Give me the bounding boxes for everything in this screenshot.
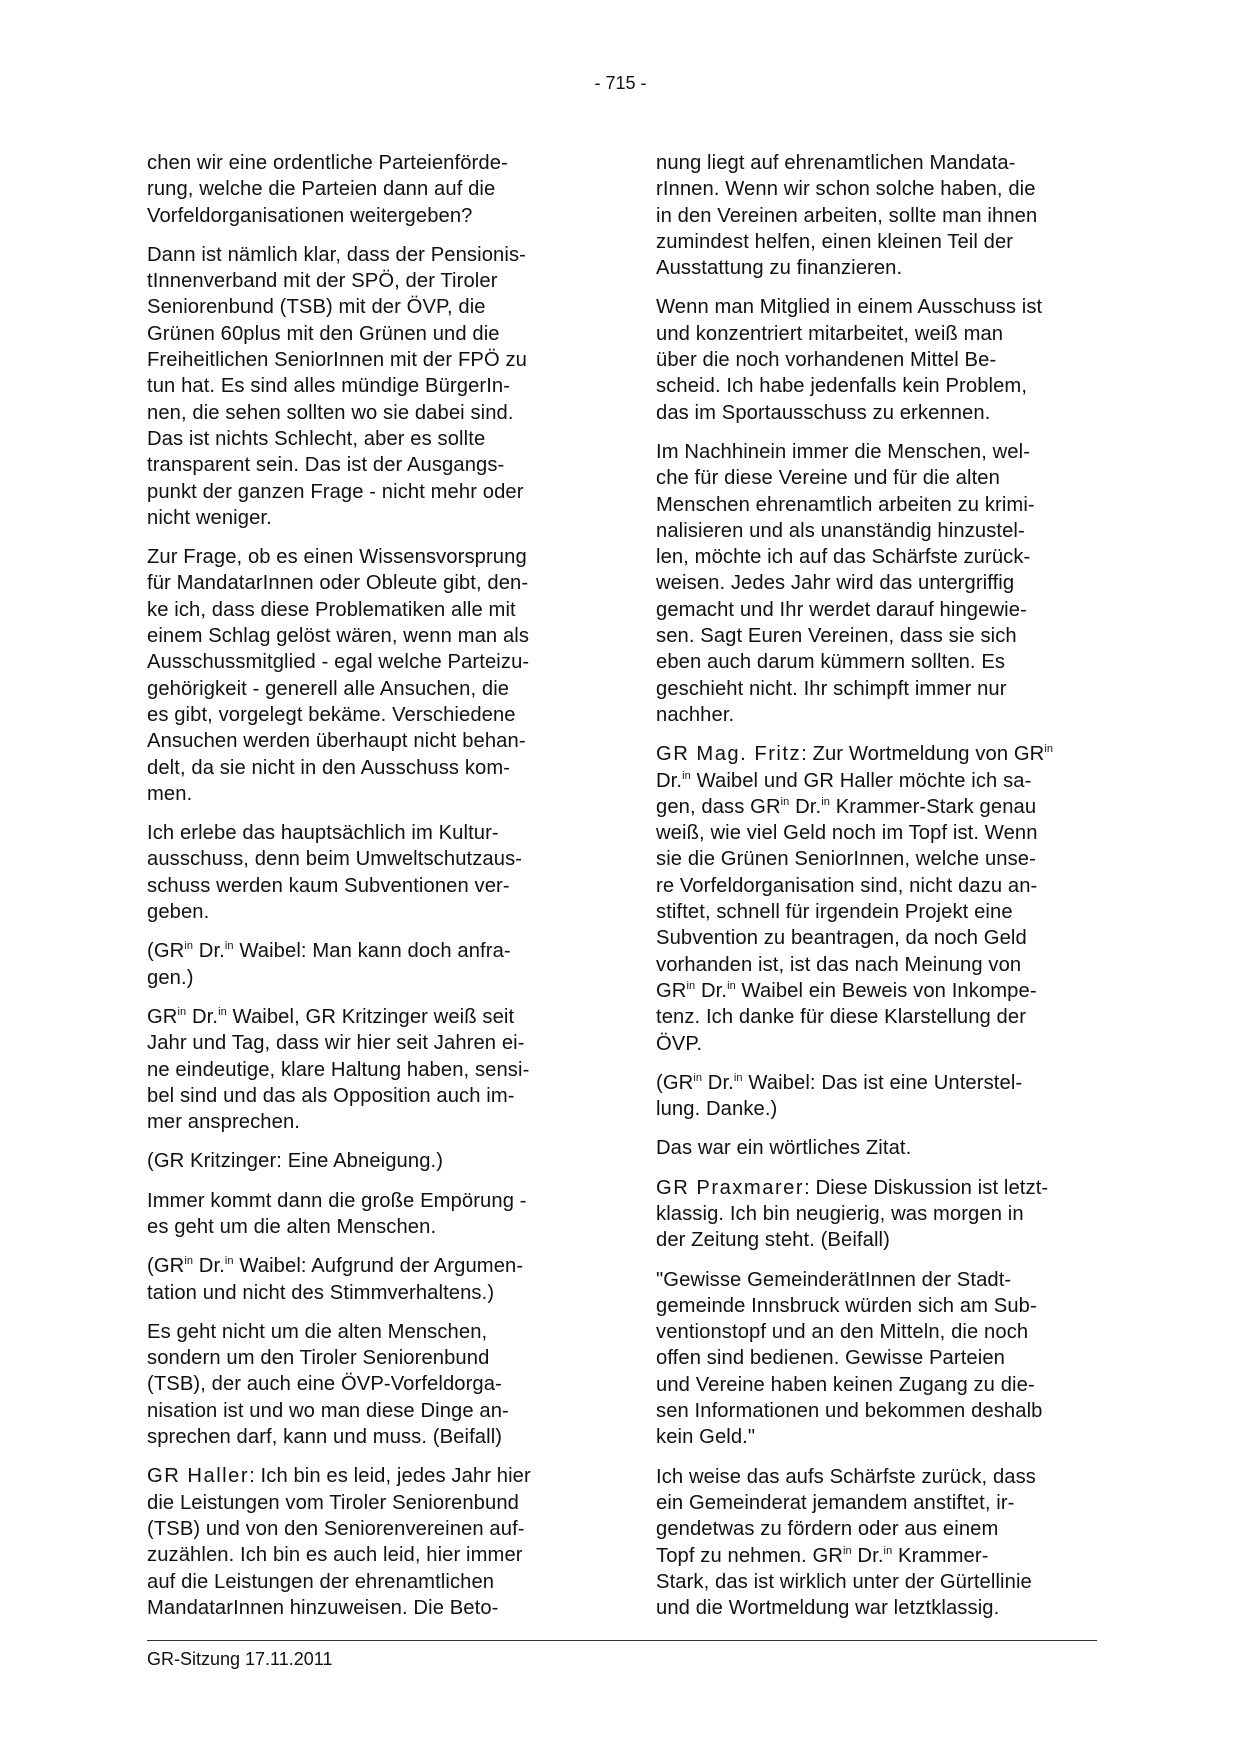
interjection: ($GR^{in}$ Dr.$^{in}$ Waibel: Man kann doch anfra- gen.): [147, 940, 511, 989]
speaker-name: GR Haller: [147, 1465, 250, 1488]
paragraph: Zur Frage, ob es einen Wissensvorsprung für MandatarInnen oder Obleute gibt, den- ke ich, dass diese Problematiken alle mit einem Schlag gelöst wären, wenn man als Ausschussmitglied - egal welche Parteizu- gehörigkeit - generell alle Ansuchen, die es gibt, vorgelegt bekäme. Verschiedene Ansuchen werden überhaupt nicht behan- delt, da sie nicht in den Ausschuss kom- men.: [147, 546, 530, 805]
page-number: - 715 -: [594, 73, 647, 93]
paragraph: Immer kommt dann die große Empörung - es geht um die alten Menschen.: [147, 1189, 527, 1238]
paragraph: Dann ist nämlich klar, dass der Pensionis- tInnenverband mit der SPÖ, der Tiroler Seniorenbund (TSB) mit der ÖVP, die Grünen 60plus mit den Grünen und die Freiheitlichen SeniorInnen mit der FPÖ zu tun hat. Es sind alles mündige BürgerIn- nen, die sehen sollten wo sie dabei sind. Das ist nichts Schlecht, aber es sollte transparent sein. Das ist der Ausgangs- punkt der ganzen Frage - nicht mehr oder nicht weniger.: [147, 243, 527, 529]
interjection: ($GR^{in}$ Dr.$^{in}$ Waibel: Aufgrund der Argumen- tation und nicht des Stimmverhaltens.): [147, 1255, 524, 1304]
paragraph: Ich erlebe das hauptsächlich im Kultur- ausschuss, denn beim Umweltschutzaus- schuss werden kaum Subventionen ver- geben.: [147, 822, 523, 924]
footer-session-date: GR-Sitzung 17.11.2011: [147, 1649, 333, 1669]
paragraph: Es geht nicht um die alten Menschen, sondern um den Tiroler Seniorenbund (TSB), der auch eine ÖVP-Vorfeldorga- nisation ist und wo man diese Dinge an- sprechen darf, kann und muss. (Beifall): [147, 1320, 509, 1449]
speaker-paragraph: GR Haller: Ich bin es leid, jedes Jahr hier die Leistungen vom Tiroler Seniorenbund (TSB) und von den Seniorenvereinen auf- zuzählen. Ich bin es auch leid, hier immer auf die Leistungen der ehrenamtlichen MandatarInnen hinzuweisen. Die Beto-: [147, 1465, 531, 1619]
paragraph: Im Nachhinein immer die Menschen, wel- che für diese Vereine und für die alten Menschen ehrenamtlich arbeiten zu krimi- nalisieren und als unanständig hinzustel- len, möchte ich auf das Schärfste zurück- weisen. Jedes Jahr wird das untergriffig gemacht und Ihr werdet darauf hingewie- sen. Sagt Euren Vereinen, dass sie sich eben auch darum kümmern sollten. Es geschieht nicht. Ihr schimpft immer nur nachher.: [656, 440, 1035, 726]
speaker-name: GR Praxmarer: [656, 1176, 805, 1199]
right-column: [656, 150, 1086, 1634]
speaker-paragraph: GR Praxmarer: Diese Diskussion ist letzt- klassig. Ich bin neugierig, was morgen in der Zeitung steht. (Beifall): [656, 1176, 1049, 1252]
paragraph: $GR^{in}$ Dr.$^{in}$ Waibel, GR Kritzinger weiß seit Jahr und Tag, dass wir hier seit Jahren ei- ne eindeutige, klare Haltung haben, sensi- bel sind und das als Opposition auch im- mer ansprechen.: [147, 1005, 530, 1134]
paragraph: Ich weise das aufs Schärfste zurück, dass ein Gemeinderat jemandem anstiftet, ir- gendetwas zu fördern oder aus einem Topf zu nehmen. $GR^{in}$ Dr.$^{in}$ Krammer- Stark, das ist wirklich unter der Gürtellinie und die Wortmeldung war letztklassig.: [656, 1465, 1036, 1620]
paragraph: chen wir eine ordentliche Parteienförde- rung, welche die Parteien dann auf die Vorfeldorganisationen weitergeben?: [147, 152, 508, 227]
interjection: (GR Kritzinger: Eine Abneigung.): [147, 1150, 444, 1173]
footer-divider: [147, 1640, 1097, 1641]
paragraph: nung liegt auf ehrenamtlichen Mandata- rInnen. Wenn wir schon solche haben, die in den Vereinen arbeiten, sollte man ihnen zumindest helfen, einen kleinen Teil der Ausstattung zu finanzieren.: [656, 152, 1038, 280]
interjection: ($GR^{in}$ Dr.$^{in}$ Waibel: Das ist eine Unterstel- lung. Danke.): [656, 1071, 1023, 1121]
left-column: [147, 150, 577, 1634]
speaker-name: GR Mag. Fritz: [656, 743, 802, 766]
paragraph: Wenn man Mitglied in einem Ausschuss ist und konzentriert mitarbeitet, weiß man über die noch vorhandenen Mittel Be- scheid. Ich habe jedenfalls kein Problem, das im Sportausschuss zu erkennen.: [656, 296, 1043, 424]
paragraph: Das war ein wörtliches Zitat.: [656, 1137, 912, 1160]
speaker-paragraph: GR Mag. Fritz: Zur Wortmeldung von $GR^{in}$ Dr.$^{in}$ Waibel und GR Haller möchte ich sa- gen, dass $GR^{in}$ Dr.$^{in}$ Krammer-Stark genau weiß, wie viel Geld noch im Topf ist. Wenn sie die Grünen SeniorInnen, welche unse- re Vorfeldorganisation sind, nicht dazu an- stiftet, schnell für irgendein Projekt eine Subvention zu beantragen, da noch Geld vorhanden ist, ist das nach Meinung von $GR^{in}$ Dr.$^{in}$ Waibel ein Beweis von Inkompe- tenz. Ich danke für diese Klarstellung der ÖVP.: [656, 743, 1054, 1055]
quotation: "Gewisse GemeinderätInnen der Stadt- gemeinde Innsbruck würden sich am Sub- ventionstopf und an den Mitteln, die noch offen sind bedienen. Gewisse Parteien und Vereine haben keinen Zugang zu die- sen Informationen und bekommen deshalb kein Geld.": [656, 1268, 1043, 1449]
